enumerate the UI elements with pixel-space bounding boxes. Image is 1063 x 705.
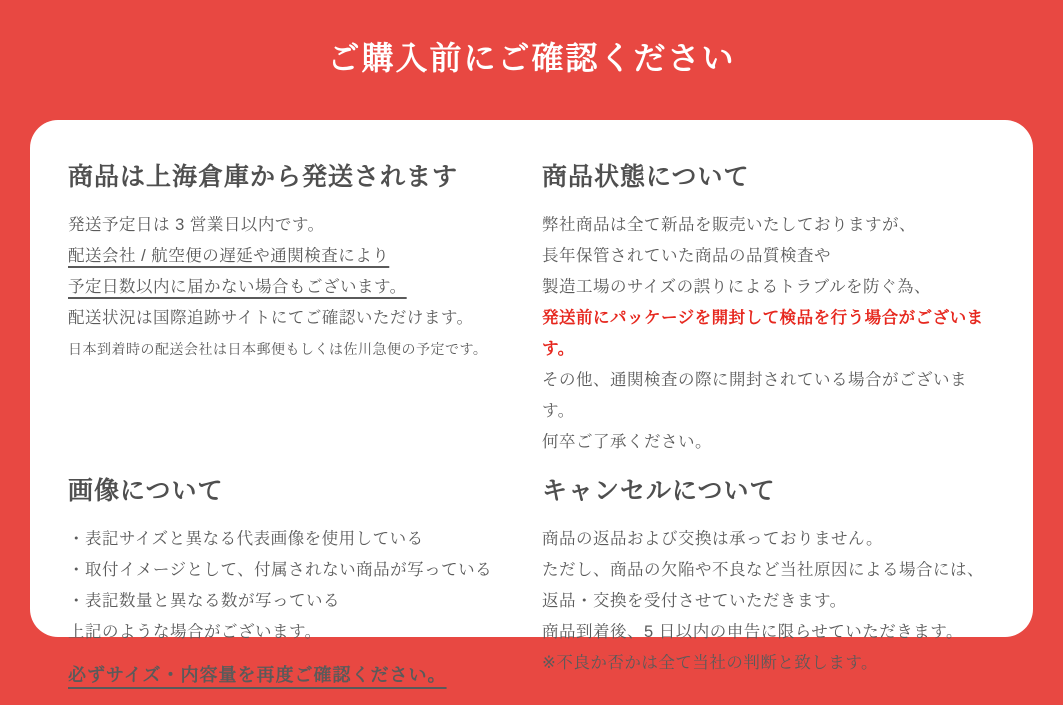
section-condition [542,160,995,472]
images-bullet-line: ・表記サイズと異なる代表画像を使用している [68,524,506,555]
section-shipping [68,160,506,472]
condition-line: 長年保管されていた商品の品質検査や [542,241,995,272]
images-bullet-line: ・表記数量と異なる数が写っている [68,586,506,617]
cancellation-heading: キャンセルについて [542,474,995,508]
cancellation-line: 商品到着後、5 日以内の申告に限らせていただきます。 [542,617,995,648]
section-cancellation [542,474,995,705]
condition-line: 弊社商品は全て新品を販売いたしておりますが、 [542,210,995,241]
shipping-line-underlined: 予定日数以内に届かない場合もございます。 [68,272,506,303]
shipping-line: 配送状況は国際追跡サイトにてご確認いただけます。 [68,303,506,334]
condition-line: 製造工場のサイズの誤りによるトラブルを防ぐ為、 [542,272,995,303]
shipping-line-underlined: 配送会社 / 航空便の遅延や通関検査により [68,241,506,272]
condition-line: その他、通関検査の際に開封されている場合がございます。 [542,365,995,427]
section-images [68,474,506,705]
notice-card [30,120,1033,637]
condition-line: 何卒ご了承ください。 [542,427,995,458]
shipping-line: 発送予定日は 3 営業日以内です。 [68,210,506,241]
cancellation-line: 返品・交換を受付させていただきます。 [542,586,995,617]
shipping-heading: 商品は上海倉庫から発送されます [68,160,506,194]
shipping-line-small: 日本到着時の配送会社は日本郵便もしくは佐川急便の予定です。 [68,334,506,364]
page-title: ご購入前にご確認ください [0,36,1063,80]
images-line: 上記のような場合がございます。 [68,617,506,648]
condition-heading: 商品状態について [542,160,995,194]
cancellation-note-line: ※不良か否かは全て当社の判断と致します。 [542,648,995,679]
condition-warning-line: 発送前にパッケージを開封して検品を行う場合がございます。 [542,303,995,365]
images-heading: 画像について [68,474,506,508]
cancellation-line: 商品の返品および交換は承っておりません。 [542,524,995,555]
cancellation-line: ただし、商品の欠陥や不良など当社原因による場合には、 [542,555,995,586]
images-confirm-line: 必ずサイズ・内容量を再度ご確認ください。 [68,660,506,691]
images-bullet-line: ・取付イメージとして、付属されない商品が写っている [68,555,506,586]
